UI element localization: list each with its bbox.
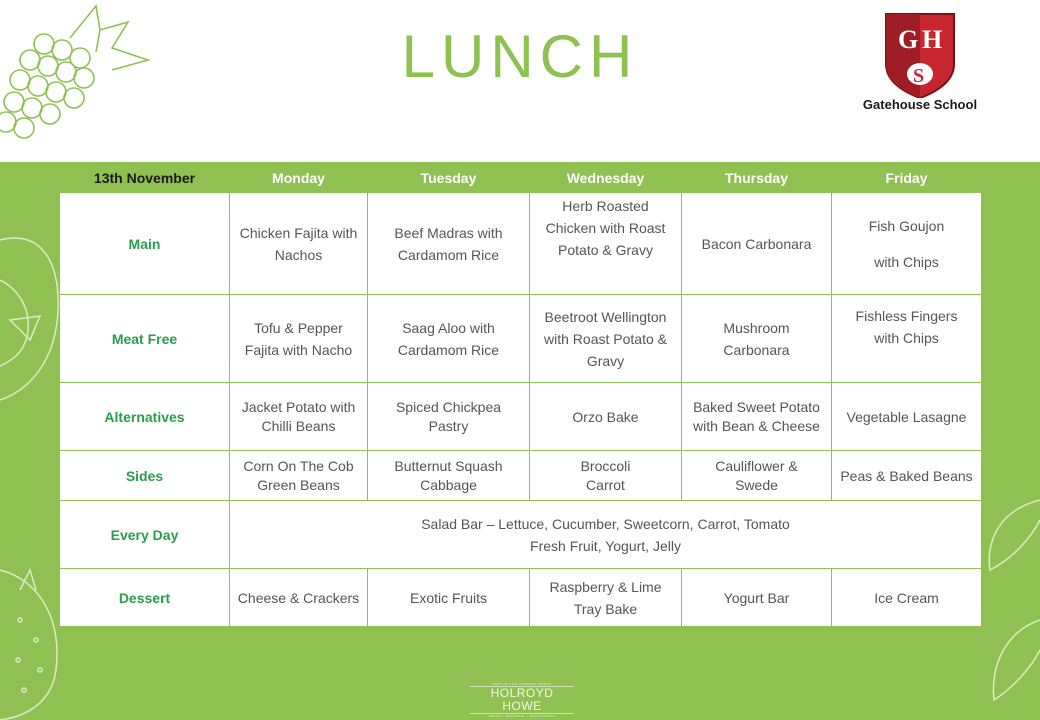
every-day-cell (230, 501, 982, 569)
dish-line: Carrot (586, 476, 625, 493)
dish-line: Fajita with Nacho (244, 341, 353, 358)
svg-text:G: G (898, 25, 919, 54)
dish-line: Cheese & Crackers (237, 589, 360, 606)
dish-line: Herb Roasted (562, 198, 649, 214)
dish-line: Beetroot Wellington (544, 308, 667, 325)
dish-line: Raspberry & Lime (549, 578, 662, 595)
main-row (60, 193, 982, 295)
row-label-dessert: Dessert (60, 569, 230, 627)
dish-line: Cardamom Rice (397, 246, 500, 263)
line-spacer (838, 237, 975, 251)
menu-cell (682, 569, 832, 627)
menu-cell (368, 193, 530, 295)
svg-text:H: H (922, 25, 943, 54)
row-label-main: Main (60, 193, 230, 295)
menu-cell (832, 451, 982, 501)
day-header-monday: Monday (230, 164, 368, 193)
menu-cell (230, 383, 368, 451)
menu-cell (530, 451, 682, 501)
dish-line: Green Beans (257, 476, 340, 493)
row-label-alternatives: Alternatives (60, 383, 230, 451)
caterer-tagline-top: PART OF THE COMPASS GROUP (492, 682, 552, 686)
menu-cell (530, 569, 682, 627)
dish-line: Broccoli (580, 457, 631, 474)
dish-line: Chicken Fajita with (239, 224, 358, 241)
menu-cell (832, 193, 982, 295)
menu-cell (230, 451, 368, 501)
dish-line: with Roast Potato & (544, 330, 667, 347)
dish-line: Baked Sweet Potato (693, 398, 820, 415)
dish-line: Bacon Carbonara (701, 235, 812, 252)
row-label-meat-free: Meat Free (60, 295, 230, 383)
menu-cell (832, 383, 982, 451)
dessert-row (60, 569, 982, 627)
school-name: Gatehouse School (862, 97, 978, 112)
menu-cell (368, 383, 530, 451)
dish-line: Corn On The Cob (243, 457, 354, 474)
dish-line: Jacket Potato with (241, 398, 356, 415)
dish-line: Yogurt Bar (723, 589, 790, 606)
dish-line: Vegetable Lasagne (846, 408, 967, 425)
dish-line: Pastry (428, 417, 469, 434)
day-header-friday: Friday (832, 164, 982, 193)
menu-cell (682, 295, 832, 383)
caterer-logo (470, 682, 574, 718)
dish-line: Cabbage (420, 476, 477, 493)
dish-line: Carbonara (723, 341, 790, 358)
dish-line: Cardamom Rice (397, 341, 500, 358)
dish-line: Chicken with Roast (545, 220, 666, 236)
day-header-wednesday: Wednesday (530, 164, 682, 193)
dish-line: Saag Aloo with (402, 319, 495, 336)
dish-line: with Chips (874, 253, 939, 270)
every-day-line: Fresh Fruit, Yogurt, Jelly (530, 537, 681, 554)
caterer-tagline-bottom: FRESH • SEASONAL • SUSTAINABLE (488, 714, 556, 718)
row-label-every-day: Every Day (60, 501, 230, 569)
dish-line: Gravy (586, 352, 625, 369)
dish-line: Butternut Squash (394, 457, 503, 474)
menu-cell (682, 193, 832, 295)
day-header-row (60, 164, 982, 193)
dish-line: Fishless Fingers (855, 308, 958, 324)
menu-cell (530, 295, 682, 383)
svg-text:S: S (913, 65, 925, 87)
dish-line: with Bean & Cheese (693, 417, 820, 434)
lunch-menu-table (59, 164, 982, 627)
dish-line: Mushroom (723, 319, 790, 336)
dish-line: Peas & Baked Beans (840, 467, 973, 484)
dish-line: Cauliflower & (715, 457, 798, 474)
dish-line: Potato & Gravy (558, 242, 653, 258)
dish-line: Ice Cream (874, 589, 939, 606)
dish-line: with Chips (874, 330, 939, 346)
menu-date: 13th November (60, 164, 230, 193)
page-title: LUNCH (401, 23, 639, 90)
sides-row (60, 451, 982, 501)
every-day-line: Salad Bar – Lettuce, Cucumber, Sweetcorn, Carrot, Tomato (421, 515, 790, 532)
menu-cell (682, 451, 832, 501)
meat-free-row (60, 295, 982, 383)
dish-line: Chilli Beans (261, 417, 336, 434)
dish-line: Fish Goujon (868, 217, 945, 234)
row-label-sides: Sides (60, 451, 230, 501)
dish-line: Tofu & Pepper (254, 319, 343, 336)
menu-cell (230, 569, 368, 627)
menu-cell (832, 295, 982, 383)
menu-cell (682, 383, 832, 451)
menu-cell (530, 193, 682, 295)
day-header-thursday: Thursday (682, 164, 832, 193)
day-header-tuesday: Tuesday (368, 164, 530, 193)
caterer-name: HOLROYD HOWE (470, 686, 574, 714)
dish-line: Beef Madras with (394, 224, 503, 241)
menu-cell (230, 295, 368, 383)
school-crest-icon (884, 12, 956, 98)
dish-line: Swede (735, 476, 778, 493)
menu-cell (368, 569, 530, 627)
menu-cell (832, 569, 982, 627)
dish-line: Nachos (274, 246, 323, 263)
every-day-row (60, 501, 982, 569)
leaf-outline-right-icon (980, 480, 1040, 720)
dish-line: Exotic Fruits (409, 589, 487, 606)
menu-cell (230, 193, 368, 295)
dish-line: Spiced Chickpea (395, 398, 502, 415)
dish-line: Orzo Bake (572, 408, 639, 425)
dish-line: Tray Bake (573, 600, 638, 617)
alternatives-row (60, 383, 982, 451)
menu-cell (530, 383, 682, 451)
menu-cell (368, 451, 530, 501)
menu-cell (368, 295, 530, 383)
